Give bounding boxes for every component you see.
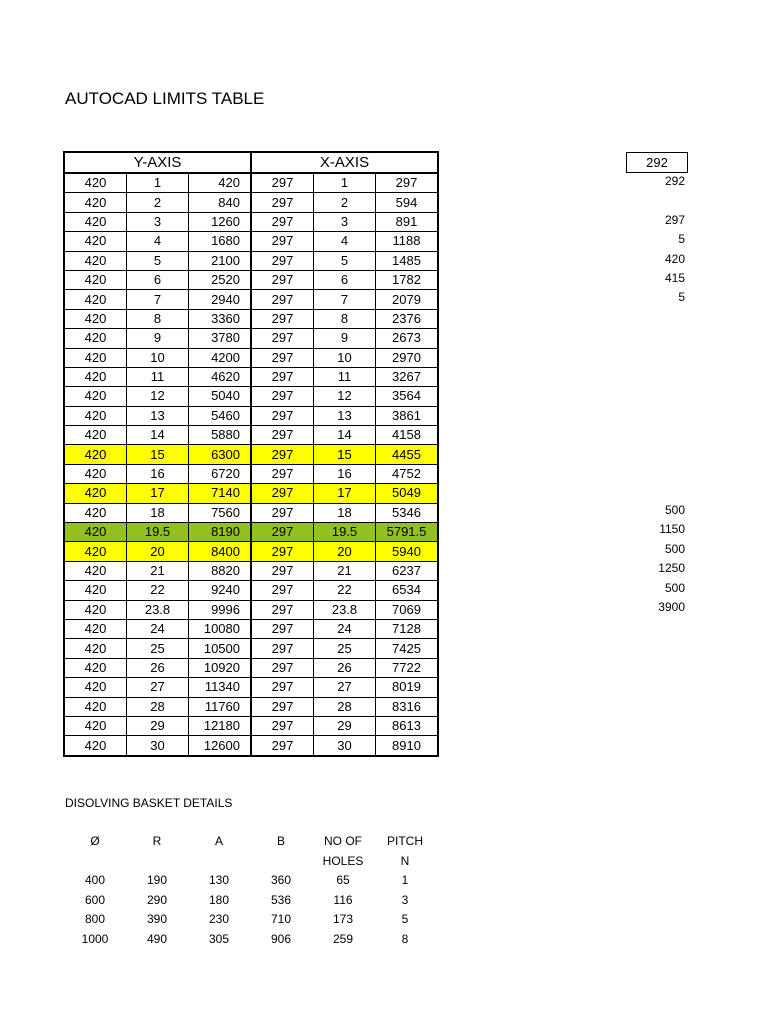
side-value: 297 — [664, 212, 685, 227]
table-cell: 420 — [64, 716, 127, 735]
side-value: 1150 — [659, 522, 685, 537]
table-cell: 13 — [314, 406, 376, 425]
basket-cell: 8 — [401, 931, 409, 946]
table-cell: 297 — [251, 697, 314, 716]
table-cell: 891 — [376, 212, 439, 231]
table-row — [64, 542, 438, 561]
table-cell: 16 — [314, 464, 376, 483]
basket-cell: 130 — [208, 873, 230, 887]
table-cell: 420 — [64, 406, 127, 425]
table-cell: 14 — [314, 426, 376, 445]
table-cell: 8019 — [376, 678, 439, 697]
table-cell: 2940 — [189, 290, 252, 309]
table-cell: 23.8 — [314, 600, 376, 619]
basket-cell: 180 — [208, 892, 230, 907]
table-row — [64, 561, 438, 580]
table-cell: 297 — [251, 290, 314, 309]
side-value: 5 — [678, 232, 685, 247]
table-row — [64, 503, 438, 522]
table-cell: 297 — [251, 445, 314, 464]
table-cell: 2520 — [189, 270, 252, 289]
table-cell: 3780 — [189, 329, 252, 348]
table-cell: 297 — [251, 232, 314, 251]
table-header-row — [64, 152, 438, 173]
table-cell: 297 — [251, 716, 314, 735]
basket-cell: 190 — [146, 873, 168, 887]
table-cell: 6300 — [189, 445, 252, 464]
table-cell: 2100 — [189, 251, 252, 270]
table-cell: 21 — [314, 561, 376, 580]
basket-header — [65, 852, 125, 872]
table-row — [64, 639, 438, 658]
table-cell: 420 — [64, 639, 127, 658]
table-cell: 4200 — [189, 348, 252, 367]
table-cell: 1782 — [376, 270, 439, 289]
table-cell: 8400 — [189, 542, 252, 561]
table-cell: 4455 — [376, 445, 439, 464]
table-row — [64, 348, 438, 367]
table-cell: 7 — [127, 290, 189, 309]
table-row — [64, 270, 438, 289]
table-cell: 297 — [251, 639, 314, 658]
table-cell: 297 — [251, 348, 314, 367]
table-row — [64, 426, 438, 445]
table-cell: 297 — [251, 484, 314, 503]
basket-title: DISOLVING BASKET DETAILS — [65, 796, 233, 810]
table-cell: 2673 — [376, 329, 439, 348]
table-cell: 297 — [251, 619, 314, 638]
table-cell: 4 — [314, 232, 376, 251]
table-cell: 3564 — [376, 387, 439, 406]
side-value: 5 — [678, 290, 685, 305]
table-cell: 1188 — [376, 232, 439, 251]
table-row — [64, 658, 438, 677]
table-cell: 297 — [251, 173, 314, 193]
table-cell: 24 — [127, 619, 189, 638]
table-cell: 2 — [127, 193, 189, 212]
table-cell: 17 — [127, 484, 189, 503]
basket-cell: 1000 — [81, 931, 109, 946]
table-cell: 12180 — [189, 716, 252, 735]
table-cell: 3360 — [189, 309, 252, 328]
table-cell: 29 — [314, 716, 376, 735]
table-cell: 1680 — [189, 232, 252, 251]
table-cell: 6 — [127, 270, 189, 289]
table-cell: 5940 — [376, 542, 439, 561]
page-title: AUTOCAD LIMITS TABLE — [65, 89, 265, 108]
table-cell: 4158 — [376, 426, 439, 445]
table-cell: 11760 — [189, 697, 252, 716]
table-cell: 23.8 — [127, 600, 189, 619]
basket-cell: 490 — [146, 931, 168, 946]
table-cell: 5 — [127, 251, 189, 270]
table-cell: 14 — [127, 426, 189, 445]
table-cell: 1 — [314, 173, 376, 193]
table-cell: 7128 — [376, 619, 439, 638]
table-cell: 420 — [64, 173, 127, 193]
table-cell: 12 — [314, 387, 376, 406]
table-cell: 11340 — [189, 678, 252, 697]
table-cell: 420 — [64, 619, 127, 638]
basket-cell: 1 — [401, 873, 409, 887]
table-cell: 7069 — [376, 600, 439, 619]
table-row — [64, 581, 438, 600]
table-cell: 297 — [376, 173, 439, 193]
table-cell: 297 — [251, 600, 314, 619]
table-cell: 10 — [314, 348, 376, 367]
side-value: 500 — [664, 503, 685, 517]
basket-cell: 400 — [84, 873, 106, 887]
table-cell: 19.5 — [314, 523, 376, 542]
basket-header: HOLES — [322, 853, 364, 868]
table-cell: 840 — [189, 193, 252, 212]
table-cell: 27 — [314, 678, 376, 697]
table-cell: 18 — [314, 503, 376, 522]
side-box-value: 292 — [626, 152, 688, 173]
table-row — [64, 193, 438, 212]
table-row — [64, 232, 438, 251]
table-row — [64, 697, 438, 716]
table-cell: 297 — [251, 464, 314, 483]
table-row — [64, 329, 438, 348]
table-cell: 420 — [64, 270, 127, 289]
table-cell: 297 — [251, 212, 314, 231]
table-cell: 22 — [314, 581, 376, 600]
table-cell: 8820 — [189, 561, 252, 580]
table-cell: 420 — [64, 193, 127, 212]
table-cell: 10500 — [189, 639, 252, 658]
table-cell: 3267 — [376, 367, 439, 386]
table-cell: 297 — [251, 581, 314, 600]
basket-cell: 3 — [401, 892, 409, 907]
table-cell: 28 — [314, 697, 376, 716]
table-cell: 30 — [314, 736, 376, 756]
table-cell: 420 — [64, 678, 127, 697]
table-cell: 19.5 — [127, 523, 189, 542]
table-cell: 3 — [314, 212, 376, 231]
basket-header — [189, 852, 249, 872]
table-cell: 17 — [314, 484, 376, 503]
basket-column — [127, 832, 187, 949]
table-cell: 420 — [64, 697, 127, 716]
basket-header — [251, 852, 311, 872]
basket-header: NO OF — [324, 834, 362, 848]
basket-cell: 259 — [332, 931, 354, 946]
table-cell: 5791.5 — [376, 523, 439, 542]
table-row — [64, 406, 438, 425]
table-cell: 6720 — [189, 464, 252, 483]
basket-header: N — [400, 853, 410, 868]
table-cell: 15 — [127, 445, 189, 464]
table-cell: 420 — [64, 309, 127, 328]
table-cell: 420 — [64, 445, 127, 464]
table-row — [64, 251, 438, 270]
table-cell: 297 — [251, 193, 314, 212]
side-value: 500 — [664, 541, 685, 556]
table-row — [64, 619, 438, 638]
basket-header: A — [214, 834, 223, 848]
table-row — [64, 290, 438, 309]
table-cell: 420 — [64, 542, 127, 561]
basket-header — [127, 852, 187, 872]
table-cell: 6237 — [376, 561, 439, 580]
table-cell: 297 — [251, 678, 314, 697]
table-cell: 26 — [127, 658, 189, 677]
table-cell: 297 — [251, 387, 314, 406]
table-cell: 420 — [64, 736, 127, 756]
table-cell: 420 — [189, 173, 252, 193]
table-cell: 420 — [64, 426, 127, 445]
table-cell: 28 — [127, 697, 189, 716]
side-value: 420 — [664, 251, 685, 266]
table-cell: 10920 — [189, 658, 252, 677]
table-cell: 420 — [64, 523, 127, 542]
table-cell: 27 — [127, 678, 189, 697]
y-axis-header: Y-AXIS — [64, 152, 251, 173]
table-row — [64, 445, 438, 464]
table-cell: 420 — [64, 464, 127, 483]
table-cell: 297 — [251, 251, 314, 270]
basket-cell: 710 — [270, 912, 292, 926]
basket-cell: 305 — [208, 931, 230, 946]
table-cell: 9 — [314, 329, 376, 348]
table-cell: 420 — [64, 251, 127, 270]
basket-cell: 230 — [208, 912, 230, 926]
table-cell: 9996 — [189, 600, 252, 619]
table-cell: 29 — [127, 716, 189, 735]
table-cell: 297 — [251, 658, 314, 677]
table-cell: 297 — [251, 503, 314, 522]
table-cell: 4752 — [376, 464, 439, 483]
basket-column — [375, 832, 435, 949]
table-cell: 10080 — [189, 619, 252, 638]
x-axis-header: X-AXIS — [251, 152, 438, 173]
table-cell: 7560 — [189, 503, 252, 522]
table-cell: 30 — [127, 736, 189, 756]
table-row — [64, 173, 438, 193]
basket-cell: 360 — [270, 873, 292, 887]
table-row — [64, 716, 438, 735]
side-value: 292 — [664, 174, 685, 188]
table-cell: 7722 — [376, 658, 439, 677]
table-cell: 8 — [127, 309, 189, 328]
table-cell: 420 — [64, 367, 127, 386]
table-cell: 15 — [314, 445, 376, 464]
table-cell: 4620 — [189, 367, 252, 386]
basket-cell: 906 — [270, 931, 292, 946]
basket-column — [251, 832, 311, 949]
side-value: 500 — [664, 580, 685, 595]
table-cell: 20 — [127, 542, 189, 561]
table-cell: 420 — [64, 329, 127, 348]
table-cell: 6534 — [376, 581, 439, 600]
table-cell: 420 — [64, 658, 127, 677]
table-cell: 420 — [64, 290, 127, 309]
table-cell: 3861 — [376, 406, 439, 425]
basket-cell: 600 — [84, 892, 106, 907]
basket-cell: 290 — [146, 892, 168, 907]
table-cell: 420 — [64, 581, 127, 600]
basket-cell: 390 — [146, 912, 168, 926]
table-cell: 297 — [251, 736, 314, 756]
table-cell: 9240 — [189, 581, 252, 600]
table-cell: 8613 — [376, 716, 439, 735]
table-cell: 297 — [251, 329, 314, 348]
table-cell: 24 — [314, 619, 376, 638]
table-cell: 1485 — [376, 251, 439, 270]
table-cell: 8910 — [376, 736, 439, 756]
basket-cell: 116 — [333, 892, 353, 907]
basket-header: B — [276, 834, 285, 848]
table-row — [64, 387, 438, 406]
table-cell: 297 — [251, 406, 314, 425]
limits-table — [63, 151, 439, 757]
basket-cell: 173 — [332, 912, 354, 926]
table-cell: 5040 — [189, 387, 252, 406]
table-cell: 7 — [314, 290, 376, 309]
table-cell: 2376 — [376, 309, 439, 328]
table-row — [64, 736, 438, 756]
table-cell: 5460 — [189, 406, 252, 425]
table-cell: 420 — [64, 212, 127, 231]
table-cell: 420 — [64, 387, 127, 406]
side-value: 3900 — [658, 600, 685, 614]
table-cell: 7140 — [189, 484, 252, 503]
table-cell: 8316 — [376, 697, 439, 716]
limits-body — [64, 173, 438, 756]
table-cell: 297 — [251, 426, 314, 445]
table-cell: 5346 — [376, 503, 439, 522]
table-cell: 297 — [251, 561, 314, 580]
table-cell: 12600 — [189, 736, 252, 756]
table-cell: 25 — [314, 639, 376, 658]
table-row — [64, 600, 438, 619]
table-row — [64, 523, 438, 542]
table-cell: 16 — [127, 464, 189, 483]
table-cell: 5049 — [376, 484, 439, 503]
basket-cell: 536 — [270, 892, 292, 907]
table-cell: 4 — [127, 232, 189, 251]
table-cell: 420 — [64, 232, 127, 251]
table-cell: 8190 — [189, 523, 252, 542]
table-cell: 25 — [127, 639, 189, 658]
table-cell: 297 — [251, 309, 314, 328]
basket-column — [65, 832, 125, 949]
table-cell: 420 — [64, 484, 127, 503]
table-cell: 11 — [127, 367, 189, 386]
table-cell: 8 — [314, 309, 376, 328]
table-cell: 13 — [127, 406, 189, 425]
table-cell: 12 — [127, 387, 189, 406]
table-cell: 26 — [314, 658, 376, 677]
basket-header: PITCH — [387, 834, 423, 848]
table-row — [64, 367, 438, 386]
table-cell: 22 — [127, 581, 189, 600]
table-cell: 21 — [127, 561, 189, 580]
table-cell: 420 — [64, 600, 127, 619]
table-cell: 2079 — [376, 290, 439, 309]
table-row — [64, 212, 438, 231]
table-cell: 7425 — [376, 639, 439, 658]
basket-header: Ø — [90, 834, 100, 848]
basket-header: R — [152, 834, 162, 848]
table-cell: 420 — [64, 561, 127, 580]
table-cell: 594 — [376, 193, 439, 212]
table-cell: 1260 — [189, 212, 252, 231]
table-cell: 5 — [314, 251, 376, 270]
table-cell: 10 — [127, 348, 189, 367]
table-row — [64, 678, 438, 697]
table-row — [64, 484, 438, 503]
table-cell: 9 — [127, 329, 189, 348]
table-cell: 297 — [251, 523, 314, 542]
table-cell: 297 — [251, 367, 314, 386]
table-cell: 3 — [127, 212, 189, 231]
table-cell: 420 — [64, 503, 127, 522]
table-cell: 20 — [314, 542, 376, 561]
basket-cell: 5 — [401, 912, 409, 926]
basket-column — [313, 832, 373, 949]
table-cell: 18 — [127, 503, 189, 522]
side-value: 1250 — [658, 561, 685, 576]
side-value: 415 — [664, 271, 685, 285]
basket-column — [189, 832, 249, 949]
table-cell: 297 — [251, 270, 314, 289]
table-cell: 420 — [64, 348, 127, 367]
table-cell: 2 — [314, 193, 376, 212]
table-cell: 5880 — [189, 426, 252, 445]
table-cell: 297 — [251, 542, 314, 561]
table-row — [64, 464, 438, 483]
table-row — [64, 309, 438, 328]
basket-cell: 65 — [336, 873, 350, 887]
table-cell: 11 — [314, 367, 376, 386]
basket-cell: 800 — [84, 912, 106, 926]
table-cell: 1 — [127, 173, 189, 193]
table-cell: 6 — [314, 270, 376, 289]
table-cell: 2970 — [376, 348, 439, 367]
